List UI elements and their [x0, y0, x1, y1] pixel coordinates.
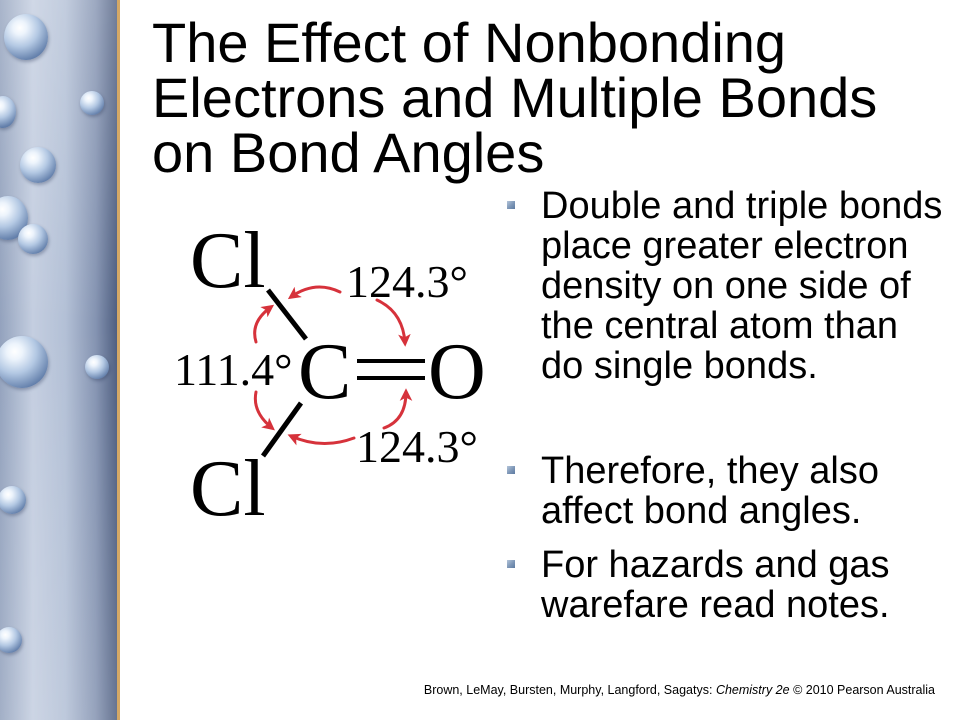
bullet-line: place greater electron	[541, 225, 909, 267]
bullet-line: warefare read notes.	[541, 584, 890, 626]
bullet-square-icon	[507, 560, 515, 568]
slide-title	[152, 11, 878, 184]
title-line: on Bond Angles	[152, 121, 545, 184]
water-droplet-icon	[0, 336, 48, 388]
bond-angle-diagram	[160, 215, 500, 535]
angle-arrow-left-lower	[255, 392, 272, 428]
water-droplet-icon	[20, 147, 56, 183]
bullet-line: Therefore, they also	[541, 450, 879, 492]
atom-chlorine-top: Cl	[190, 217, 266, 305]
footer-copyright: © 2010 Pearson Australia	[793, 683, 935, 697]
footer-authors: Brown, LeMay, Bursten, Murphy, Langford, Sagatys:	[423, 683, 713, 697]
water-droplet-icon	[0, 96, 16, 128]
footer-citation	[424, 683, 935, 698]
angle-arrow-bottom-left	[291, 436, 354, 444]
water-droplet-icon	[4, 14, 48, 60]
sidebar-decoration	[0, 0, 117, 720]
bullet-line: the central atom than	[541, 305, 898, 347]
bullet-line: density on one side of	[541, 265, 911, 307]
single-bond-bottom	[263, 403, 301, 456]
bullet-line: do single bonds.	[541, 345, 818, 387]
title-line: The Effect of Nonbonding	[152, 11, 787, 74]
water-droplet-icon	[85, 355, 109, 379]
angle-arrow-top-left	[291, 287, 340, 297]
bullet-text	[541, 545, 890, 625]
bullet-square-icon	[507, 201, 515, 209]
bullet-square-icon	[507, 466, 515, 474]
footer-book-title: Chemistry 2e	[715, 683, 790, 697]
water-droplet-icon	[0, 486, 26, 514]
bullet-line: For hazards and gas	[541, 544, 890, 586]
angle-label-top: 124.3°	[346, 256, 468, 307]
atom-carbon: C	[298, 328, 352, 416]
water-droplet-icon	[0, 627, 22, 653]
accent-divider	[117, 0, 120, 720]
bullet-line: affect bond angles.	[541, 490, 862, 532]
water-droplet-icon	[80, 91, 104, 115]
atom-oxygen: O	[428, 328, 486, 416]
angle-arrow-left-upper	[255, 307, 271, 342]
bullet-line: Double and triple bonds	[541, 185, 943, 227]
angle-label-left: 111.4°	[174, 344, 293, 395]
angle-label-bottom: 124.3°	[356, 421, 478, 472]
atom-chlorine-bottom: Cl	[190, 445, 266, 533]
bullet-text	[541, 451, 879, 531]
bullet-text	[541, 186, 942, 386]
water-droplet-icon	[18, 224, 48, 254]
title-line: Electrons and Multiple Bonds	[152, 66, 878, 129]
bullet-item	[0, 544, 960, 626]
